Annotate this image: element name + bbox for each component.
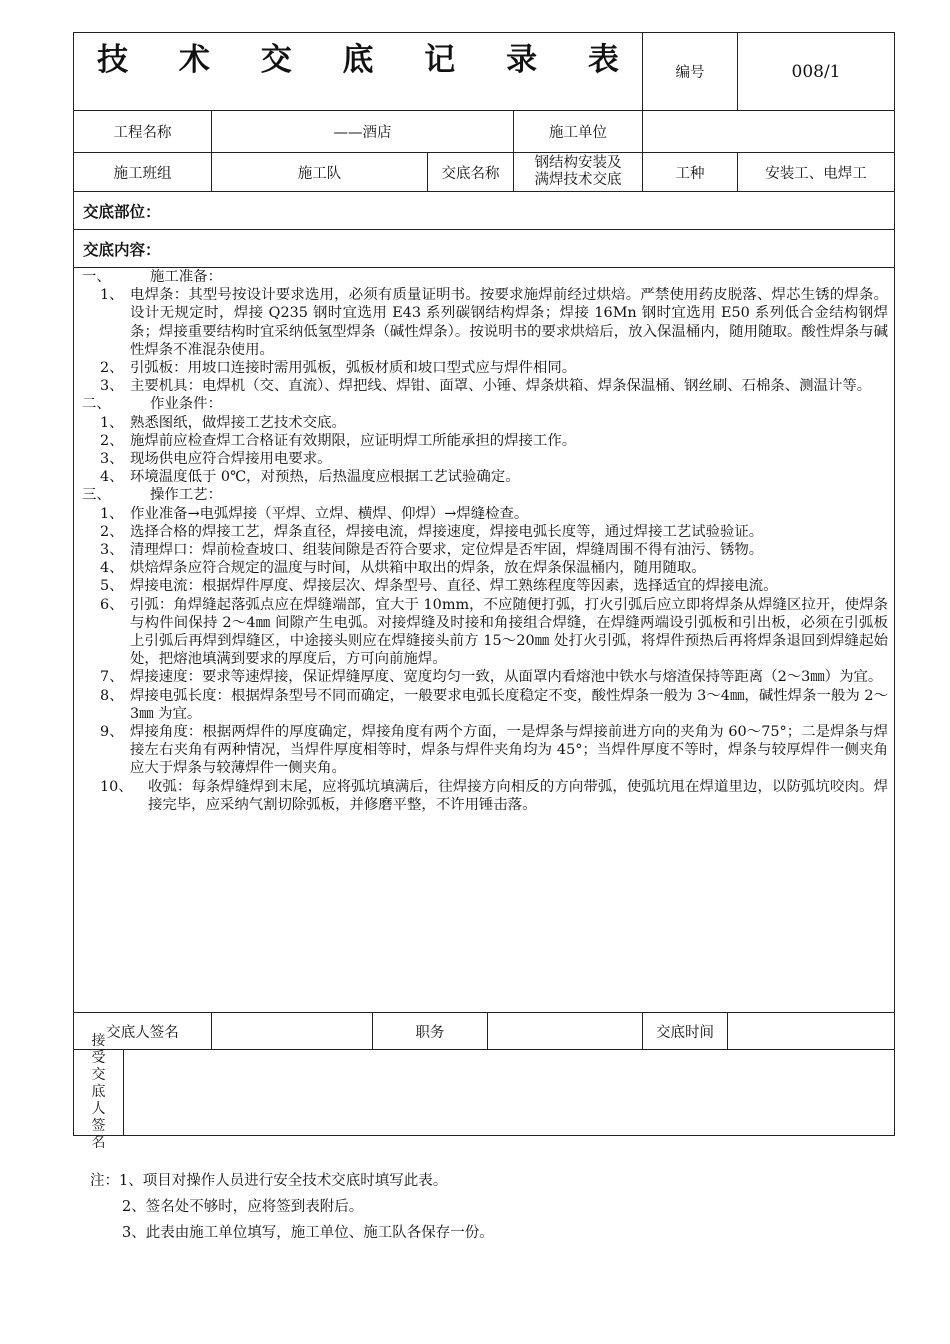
note-line-1: 注：1、项目对操作人员进行安全技术交底时填写此表。 [90,1173,448,1189]
item-number: 3、 [100,542,124,559]
item-number: 8、 [100,687,124,704]
list-item [82,414,888,432]
item-number: 4、 [100,560,124,577]
item-text: 引弧板：用坡口连接时需用弧板，弧板材质和坡口型式应与焊件相同。 [130,360,577,377]
item-text: 清理焊口：焊前检查坡口、组装间隙是否符合要求，定位焊是否牢固，焊缝周围不得有油污、锈物。 [130,542,764,559]
footnotes [90,1168,494,1246]
list-item [82,559,888,577]
list-item [82,432,888,450]
item-number: 1、 [100,505,124,522]
list-item [82,577,888,595]
item-text: 焊接电流：根据焊件厚度、焊接层次、焊条型号、直径、焊工熟练程度等因素，选择适宜的焊接电流。 [130,578,778,595]
item-text: 主要机具：电焊机（交、直流）、焊把线、焊钳、面罩、小锤、焊条烘箱、焊条保温桶、钢丝刷、石棉条、测温计等。 [130,378,872,395]
receiver-signature-field[interactable] [124,1050,894,1135]
item-number: 5、 [100,578,124,595]
team-value[interactable]: 施工队 [297,165,342,182]
item-number: 3、 [100,378,124,395]
disclosure-location-label[interactable]: 交底部位： [83,202,161,221]
item-number: 2、 [100,432,124,449]
number-value: 008/1 [791,61,841,82]
item-text: 施焊前应检查焊工合格证有效期限，应证明焊工所能承担的焊接工作。 [130,432,577,449]
disclosure-content-body [82,268,888,814]
section-title: 作业条件： [150,396,222,413]
trade-label: 工种 [675,165,705,182]
item-text: 烘焙焊条应符合规定的温度与时间，从烘箱中取出的焊条，放在焊条保温桶内，随用随取。 [130,560,706,577]
list-item [82,596,888,669]
disclosure-name-line1: 钢结构安装及 [534,155,622,171]
construction-unit-value[interactable] [643,111,894,152]
item-number: 4、 [100,469,124,486]
page-title: 技 术 交 底 记 录 表 [97,41,639,78]
receiver-signature-label-cell [74,1033,123,1151]
item-number: 7、 [100,669,124,686]
disclosure-content-label: 交底内容： [83,240,161,259]
item-text: 选择合格的焊接工艺，焊条直径，焊接电流，焊接速度，焊接电弧长度等，通过焊接工艺试验验证。 [130,523,764,540]
section-title: 操作工艺： [150,487,222,504]
item-number: 1、 [100,287,124,304]
list-item [82,668,888,686]
section-heading [82,268,888,286]
list-item [82,468,888,486]
disclosure-name-label: 交底名称 [441,165,500,182]
item-text: 现场供电应符合焊接用电要求。 [130,451,332,468]
list-item [82,687,888,723]
item-number: 9、 [100,724,124,741]
discloser-signature-label: 交底人签名 [106,1024,179,1041]
item-number: 3、 [100,451,124,468]
section-number: 二、 [82,396,111,413]
disclosure-time-field[interactable] [728,1013,894,1049]
list-item [82,541,888,559]
item-text: 电焊条：其型号按设计要求选用，必须有质量证明书。按要求施焊前经过烘焙。严禁使用药皮脱落、焊芯生锈的焊条。设计无规定时，焊接 Q235 钢时宜选用 E43 系列碳钢结构焊条；焊接 16Mn 钢时宜选用 E50 系列低合金结构钢焊条；焊接重要结构时宜采纳低氢型焊条（碱性焊条）。按说明书的要求烘焙后，放入保温桶内，随用随取。酸性焊条与碱性焊条不准混杂使用。 [130,287,888,358]
item-text: 焊接电弧长度：根据焊条型号不同而确定，一般要求电弧长度稳定不变，酸性焊条一般为 3～4㎜，碱性焊条一般为 2～3㎜ 为宜。 [130,687,888,722]
item-text: 焊接角度：根据两焊件的厚度确定，焊接角度有两个方面，一是焊条与焊接前进方向的夹角为 60～75°；二是焊条与焊接左右夹角有两种情况，当焊件厚度相等时，焊条与焊件夹角均为 45°；当焊件厚度不等时，焊条与较厚焊件一侧夹角应大于焊条与较薄焊件一侧夹角。 [130,724,888,777]
section-number: 三、 [82,487,111,504]
position-label: 职务 [415,1024,445,1041]
item-number: 2、 [100,523,124,540]
item-text: 作业准备→电弧焊接（平焊、立焊、横焊、仰焊）→焊缝检查。 [130,505,529,522]
item-number: 2、 [100,360,124,377]
list-item [82,359,888,377]
disclosure-time-label: 交底时间 [656,1024,714,1041]
construction-unit-label: 施工单位 [549,125,607,141]
item-number: 10、 [100,778,133,795]
team-label: 施工班组 [113,165,172,182]
discloser-signature-field[interactable] [212,1013,372,1049]
list-item [82,450,888,468]
section-heading [82,395,888,413]
table-border-bottom [73,1135,895,1136]
item-text: 收弧：每条焊缝焊到末尾，应将弧坑填满后，往焊接方向相反的方向带弧，使弧坑甩在焊道里边，以防弧坑咬肉。焊接完毕，应采纳气割切除弧板，并修磨平整，不许用锤击落。 [148,778,888,813]
position-field[interactable] [488,1013,642,1049]
list-item [82,778,888,814]
item-number: 6、 [100,596,124,613]
note-line-3: 3、此表由施工单位填写，施工单位、施工队各保存一份。 [122,1225,494,1241]
item-number: 1、 [100,414,124,431]
item-text: 引弧：角焊缝起落弧点应在焊缝端部，宜大于 10mm，不应随便打弧，打火引弧后应立即将焊条从焊缝区拉开，使焊条与构件间保持 2～4㎜ 间隙产生电弧。对接焊缝及时接和角接组合焊缝，在焊缝两端设引弧板和引出板，必须在引弧板上引弧后再焊到焊缝区，中途接头则应在焊缝接头前方 15～20㎜ 处打火引弧，将焊件预热后再将焊条退回到焊缝起始处，把熔池填满到要求的厚度后，方可向前施焊。 [130,596,888,668]
disclosure-name-line2: 满焊技术交底 [534,172,622,188]
item-text: 环境温度低于 0℃，对预热，后热温度应根据工艺试验确定。 [130,469,520,486]
trade-value[interactable]: 安装工、电焊工 [765,165,867,182]
number-label: 编号 [675,65,705,81]
section-heading [82,486,888,504]
section-title: 施工准备： [150,269,222,285]
note-line-2: 2、签名处不够时，应将签到表附后。 [122,1199,364,1215]
list-item [82,505,888,523]
item-text: 熟悉图纸，做焊接工艺技术交底。 [130,414,346,431]
table-border-right [894,32,895,1136]
project-name-label: 工程名称 [113,125,172,141]
project-name-value[interactable]: ——酒店 [333,125,392,141]
list-item [82,723,888,778]
list-item [82,523,888,541]
item-text: 焊接速度：要求等速焊接，保证焊缝厚度、宽度均匀一致，从面罩内看熔池中铁水与熔渣保持等距离（2～3㎜）为宜。 [130,669,883,686]
list-item [82,377,888,395]
list-item [82,286,888,359]
section-number: 一、 [82,269,111,285]
receiver-signature-label: 接受交底人签名 [91,1033,106,1151]
disclosure-name-value[interactable] [514,153,642,191]
